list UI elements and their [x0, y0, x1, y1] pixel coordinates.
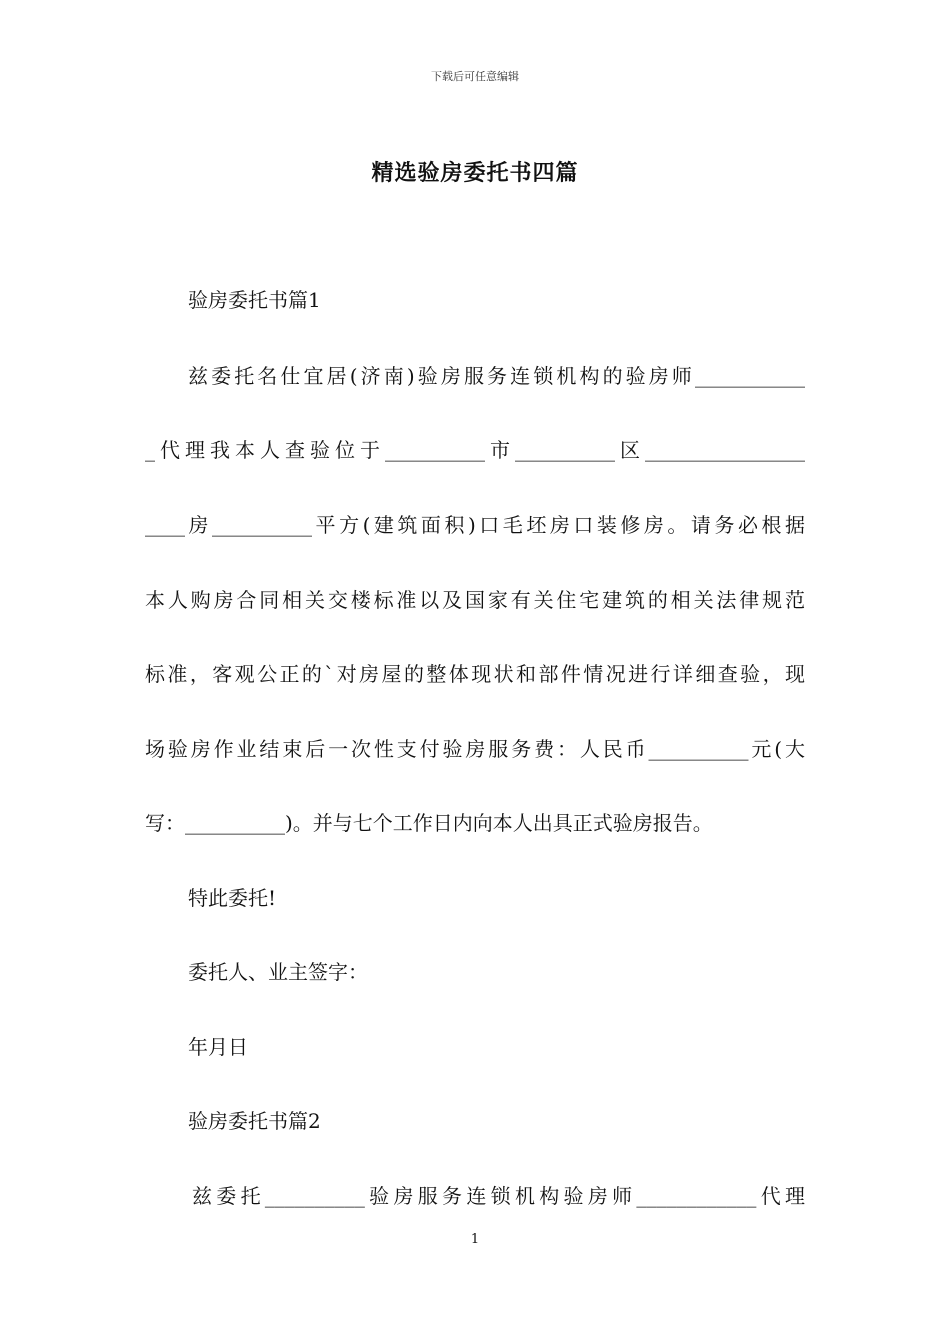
paragraph-line: 兹委托__________验房服务连锁机构验房师____________代理	[192, 1184, 805, 1208]
page-number: 1	[470, 1232, 480, 1247]
signature-line: 委托人、业主签字：	[188, 960, 368, 984]
paragraph-line: ____房__________平方(建筑面积)口毛坯房口装修房。请务必根据	[145, 513, 805, 537]
paragraph-line: 兹委托名仕宜居(济南)验房服务连锁机构的验房师___________	[188, 364, 805, 388]
paragraph-line: 写：__________)。并与七个工作日内向本人出具正式验房报告。	[145, 811, 713, 835]
section-heading-1: 验房委托书篇1	[188, 288, 321, 312]
header-note: 下载后可任意编辑	[431, 70, 519, 83]
date-line: 年月日	[188, 1035, 248, 1059]
section-heading-2: 验房委托书篇2	[188, 1109, 321, 1133]
paragraph-line: _代理我本人查验位于__________市__________区________________	[145, 438, 805, 462]
document-title: 精选验房委托书四篇	[371, 160, 579, 186]
paragraph-line: 标准，客观公正的`对房屋的整体现状和部件情况进行详细查验，现	[145, 662, 805, 686]
paragraph-line: 本人购房合同相关交楼标准以及国家有关住宅建筑的相关法律规范	[145, 588, 805, 612]
paragraph-line: 场验房作业结束后一次性支付验房服务费：人民币__________元(大	[145, 737, 805, 761]
closing-line: 特此委托!	[188, 886, 277, 910]
